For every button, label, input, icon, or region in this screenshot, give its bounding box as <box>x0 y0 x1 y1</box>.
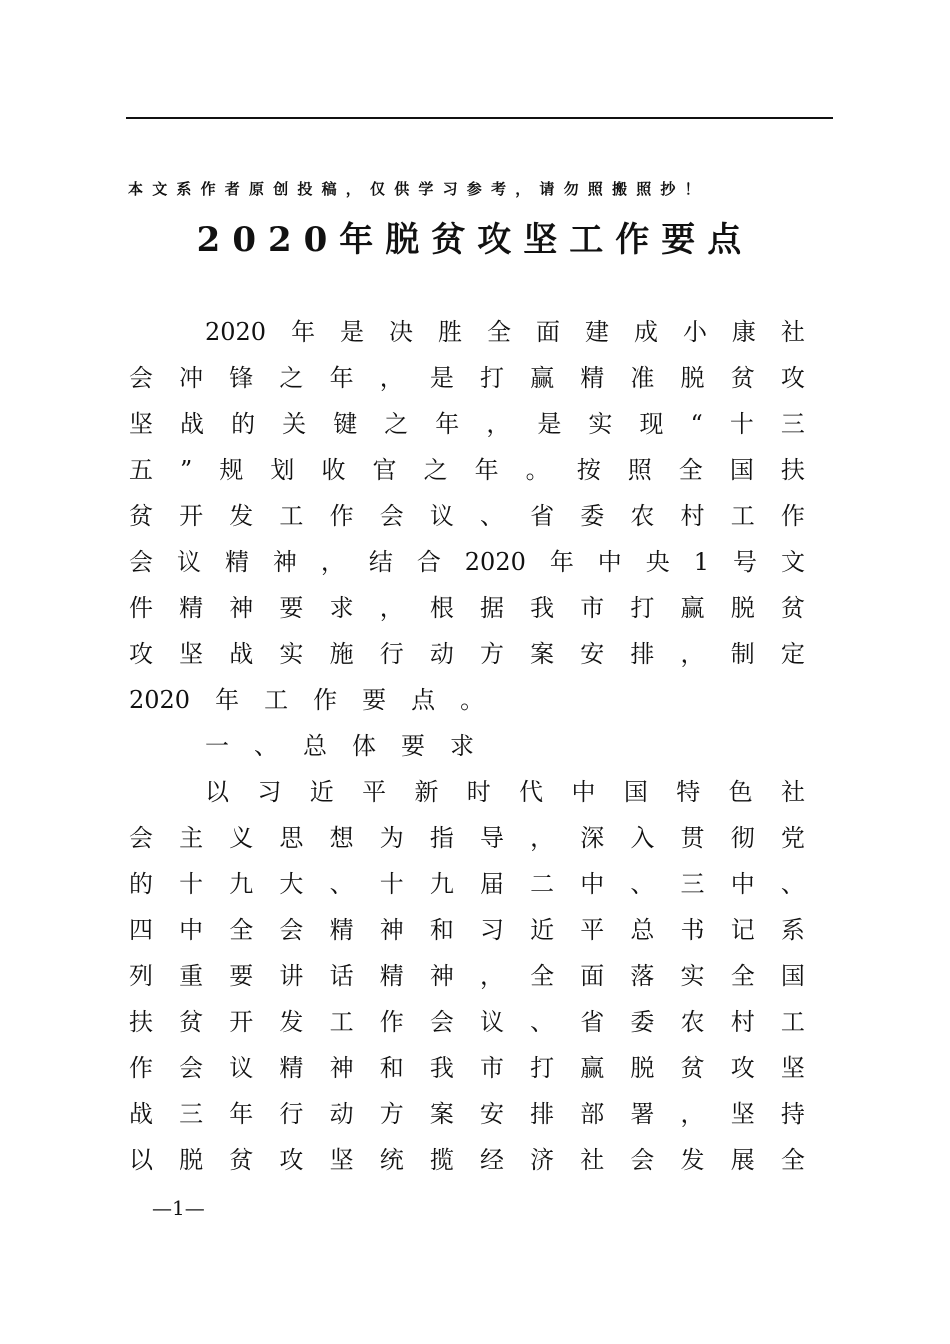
text-token: 思 <box>279 824 304 852</box>
paragraph-line <box>205 769 805 815</box>
text-token: ， <box>486 410 511 438</box>
text-token: 年 <box>215 686 240 714</box>
text-token: 。 <box>525 456 550 484</box>
text-token: 脱 <box>179 1146 204 1174</box>
text-token: 农 <box>630 502 655 530</box>
paragraph-line <box>129 1091 805 1137</box>
text-token: 九 <box>229 870 254 898</box>
paragraph-line <box>129 861 805 907</box>
text-token: 是 <box>340 318 365 346</box>
text-token: 议 <box>479 1008 504 1036</box>
paragraph-line <box>129 585 805 631</box>
text-token: 近 <box>530 916 555 944</box>
text-token: 部 <box>580 1100 605 1128</box>
text-token: 键 <box>333 410 358 438</box>
text-token: 三 <box>179 1100 204 1128</box>
text-token: 贫 <box>680 1054 705 1082</box>
text-token: 列 <box>129 962 153 990</box>
paragraph-line <box>129 355 805 401</box>
text-token: 工 <box>730 502 755 530</box>
text-token: 三 <box>680 870 705 898</box>
text-token: 合 <box>416 548 441 576</box>
text-token: 神 <box>329 1054 354 1082</box>
text-token: 落 <box>630 962 655 990</box>
text-token: 面 <box>580 962 605 990</box>
text-token: 动 <box>429 640 454 668</box>
text-token: 求 <box>450 732 474 760</box>
text-token: 神 <box>229 594 254 622</box>
text-token: ， <box>320 548 345 576</box>
text-token: 战 <box>229 640 254 668</box>
text-token: 会 <box>129 364 153 392</box>
text-token: 指 <box>429 824 454 852</box>
text-token: 、 <box>530 1008 555 1036</box>
text-token: 精 <box>580 364 605 392</box>
text-token: 作 <box>129 1054 153 1082</box>
text-token: 二 <box>530 870 555 898</box>
text-token: 2020 <box>129 686 191 714</box>
text-token: 统 <box>379 1146 404 1174</box>
text-token: 2020 <box>464 548 526 576</box>
paragraph-line <box>129 1137 805 1183</box>
text-token: 十 <box>179 870 204 898</box>
text-token: 我 <box>429 1054 454 1082</box>
text-token: 规 <box>219 456 244 484</box>
text-token: 社 <box>780 318 805 346</box>
text-token: 国 <box>623 778 648 806</box>
text-token: 年 <box>229 1100 254 1128</box>
text-token: 为 <box>379 824 404 852</box>
text-token: 要 <box>362 686 387 714</box>
text-token: 大 <box>279 870 304 898</box>
text-token: 年 <box>474 456 499 484</box>
text-token: 五 <box>129 456 153 484</box>
paragraph-line <box>129 677 805 723</box>
paragraph-line <box>129 999 805 1045</box>
text-token: 议 <box>176 548 201 576</box>
text-token: 村 <box>680 502 705 530</box>
text-token: 深 <box>580 824 605 852</box>
text-token: 一 <box>205 732 229 760</box>
text-token: 之 <box>423 456 448 484</box>
text-token: 委 <box>630 1008 655 1036</box>
text-token: 的 <box>231 410 256 438</box>
text-token: 十 <box>379 870 404 898</box>
text-token: 中 <box>597 548 622 576</box>
text-token: 和 <box>379 1054 404 1082</box>
text-token: 准 <box>630 364 655 392</box>
text-token: 之 <box>279 364 304 392</box>
text-token: 动 <box>329 1100 354 1128</box>
text-token: 案 <box>429 1100 454 1128</box>
text-token: 特 <box>676 778 701 806</box>
text-token: 方 <box>379 1100 404 1128</box>
text-token: 国 <box>780 962 805 990</box>
text-token: 社 <box>580 1146 605 1174</box>
text-token: 平 <box>580 916 605 944</box>
text-token: 康 <box>731 318 756 346</box>
text-token: 议 <box>429 502 454 530</box>
text-token: 工 <box>279 502 304 530</box>
text-token: 以 <box>205 778 229 806</box>
text-token: 全 <box>229 916 254 944</box>
text-token: 主 <box>179 824 204 852</box>
text-token: 十 <box>729 410 754 438</box>
paragraph-line <box>205 309 805 355</box>
text-token: 精 <box>379 962 404 990</box>
page-number: —1— <box>152 1196 205 1220</box>
paragraph-line <box>129 815 805 861</box>
text-token: 、 <box>329 870 354 898</box>
text-token: 精 <box>279 1054 304 1082</box>
text-token: 中 <box>179 916 204 944</box>
text-token: 的 <box>129 870 153 898</box>
text-token: 书 <box>680 916 705 944</box>
text-token: 战 <box>180 410 205 438</box>
text-token: 习 <box>479 916 504 944</box>
text-token: 神 <box>272 548 297 576</box>
text-token: 现 <box>639 410 664 438</box>
text-token: 扶 <box>780 456 805 484</box>
paragraph-line <box>129 447 805 493</box>
text-token: ， <box>530 824 555 852</box>
text-token: 文 <box>780 548 805 576</box>
text-token: 官 <box>372 456 397 484</box>
text-token: 开 <box>229 1008 254 1036</box>
text-token: 是 <box>429 364 454 392</box>
text-token: 会 <box>379 502 404 530</box>
text-token: 四 <box>129 916 153 944</box>
text-token: 精 <box>179 594 204 622</box>
text-token: 划 <box>270 456 295 484</box>
text-token: 求 <box>329 594 354 622</box>
text-token: 三 <box>780 410 805 438</box>
text-token: 关 <box>282 410 307 438</box>
text-token: 全 <box>780 1146 805 1174</box>
text-token: 攻 <box>780 364 805 392</box>
text-token: 赢 <box>680 594 705 622</box>
text-token: 会 <box>279 916 304 944</box>
text-token: 全 <box>487 318 511 346</box>
text-token: 决 <box>389 318 414 346</box>
text-token: ， <box>680 1100 705 1128</box>
text-token: ， <box>680 640 705 668</box>
text-token: 脱 <box>680 364 705 392</box>
text-token: 赢 <box>580 1054 605 1082</box>
text-token: 之 <box>384 410 409 438</box>
text-token: 打 <box>530 1054 555 1082</box>
text-token: 作 <box>313 686 338 714</box>
text-token: 攻 <box>129 640 153 668</box>
section-heading <box>205 723 805 769</box>
text-token: 义 <box>229 824 254 852</box>
text-token: 脱 <box>630 1054 655 1082</box>
text-token: 市 <box>580 594 605 622</box>
text-token: 代 <box>519 778 544 806</box>
paragraph-line <box>129 1045 805 1091</box>
text-token: 想 <box>329 824 354 852</box>
text-token: 总 <box>630 916 655 944</box>
text-token: 精 <box>224 548 249 576</box>
paragraph-line <box>129 907 805 953</box>
text-token: 结 <box>368 548 393 576</box>
text-token: 会 <box>129 548 153 576</box>
text-token: 、 <box>630 870 655 898</box>
text-token: 要 <box>229 962 254 990</box>
text-token: 中 <box>571 778 596 806</box>
paragraph-line <box>129 631 805 677</box>
copyright-notice: 本文系作者原创投稿，仅供学习参考，请勿照搬照抄！ <box>128 180 709 198</box>
text-token: 重 <box>179 962 204 990</box>
text-token: 锋 <box>229 364 254 392</box>
text-token: 习 <box>257 778 282 806</box>
text-token: 持 <box>780 1100 805 1128</box>
text-token: 坚 <box>129 410 153 438</box>
text-token: 作 <box>780 502 805 530</box>
text-token: 定 <box>780 640 805 668</box>
text-token: 、 <box>479 502 504 530</box>
text-token: 总 <box>303 732 327 760</box>
text-token: ， <box>479 962 504 990</box>
text-token: 贫 <box>129 502 153 530</box>
text-token: 建 <box>584 318 609 346</box>
text-token: 贯 <box>680 824 705 852</box>
text-token: 、 <box>780 870 805 898</box>
text-token: 件 <box>129 594 153 622</box>
text-token: 攻 <box>279 1146 304 1174</box>
text-token: 社 <box>780 778 805 806</box>
text-token: 坚 <box>329 1146 354 1174</box>
text-token: 作 <box>329 502 354 530</box>
text-token: 省 <box>580 1008 605 1036</box>
text-token: 打 <box>479 364 504 392</box>
text-token: 精 <box>329 916 354 944</box>
text-token: 脱 <box>730 594 755 622</box>
text-token: 冲 <box>179 364 204 392</box>
text-token: 全 <box>530 962 555 990</box>
text-token: 号 <box>732 548 757 576</box>
text-token: 是 <box>537 410 562 438</box>
text-token: 神 <box>379 916 404 944</box>
text-token: 坚 <box>179 640 204 668</box>
text-token: 年 <box>329 364 354 392</box>
text-token: 点 <box>411 686 436 714</box>
paragraph-line <box>129 493 805 539</box>
text-token: 排 <box>530 1100 555 1128</box>
text-token: 行 <box>279 1100 304 1128</box>
text-token: 入 <box>630 824 655 852</box>
text-token: “ <box>690 410 703 438</box>
text-token: 农 <box>680 1008 705 1036</box>
text-token: 展 <box>730 1146 755 1174</box>
text-token: 记 <box>730 916 755 944</box>
text-token: 赢 <box>530 364 555 392</box>
text-token: ， <box>379 594 404 622</box>
text-token: 按 <box>576 456 601 484</box>
text-token: 收 <box>321 456 346 484</box>
text-token: 工 <box>329 1008 354 1036</box>
text-token: 会 <box>630 1146 655 1174</box>
text-token: ” <box>180 456 193 484</box>
text-token: 中 <box>730 870 755 898</box>
text-token: 安 <box>580 640 605 668</box>
text-token: 委 <box>580 502 605 530</box>
text-token: 中 <box>580 870 605 898</box>
text-token: 署 <box>630 1100 655 1128</box>
text-token: 、 <box>254 732 278 760</box>
text-token: 要 <box>401 732 425 760</box>
text-token: 扶 <box>129 1008 153 1036</box>
text-token: 揽 <box>429 1146 454 1174</box>
text-token: 年 <box>291 318 316 346</box>
text-token: 时 <box>466 778 491 806</box>
text-token: 话 <box>329 962 354 990</box>
text-token: 实 <box>279 640 304 668</box>
text-token: 案 <box>530 640 555 668</box>
text-token: 国 <box>729 456 754 484</box>
text-token: 实 <box>588 410 613 438</box>
text-token: 届 <box>479 870 504 898</box>
text-token: 贫 <box>229 1146 254 1174</box>
text-token: 1 <box>693 548 710 576</box>
text-token: 。 <box>460 686 485 714</box>
text-token: 系 <box>780 916 805 944</box>
text-token: 贫 <box>179 1008 204 1036</box>
paragraph-line <box>129 953 805 999</box>
text-token: 年 <box>549 548 574 576</box>
text-token: 要 <box>279 594 304 622</box>
text-token: 成 <box>633 318 658 346</box>
text-token: 神 <box>429 962 454 990</box>
text-token: 施 <box>329 640 354 668</box>
text-token: 省 <box>530 502 555 530</box>
text-token: 年 <box>435 410 460 438</box>
text-token: 坚 <box>730 1100 755 1128</box>
text-token: 济 <box>530 1146 555 1174</box>
text-token: 战 <box>129 1100 153 1128</box>
text-token: ， <box>379 364 404 392</box>
text-token: 色 <box>728 778 753 806</box>
text-token: 小 <box>682 318 707 346</box>
text-token: 贫 <box>730 364 755 392</box>
text-token: 新 <box>414 778 439 806</box>
text-token: 会 <box>179 1054 204 1082</box>
text-token: 经 <box>479 1146 504 1174</box>
text-token: 会 <box>129 824 153 852</box>
text-token: 体 <box>352 732 376 760</box>
text-token: 议 <box>229 1054 254 1082</box>
paragraph-line <box>129 539 805 585</box>
text-token: 开 <box>179 502 204 530</box>
text-token: 据 <box>479 594 504 622</box>
text-token: 工 <box>264 686 289 714</box>
text-token: 央 <box>645 548 670 576</box>
text-token: 全 <box>730 962 755 990</box>
text-token: 行 <box>379 640 404 668</box>
text-token: 村 <box>730 1008 755 1036</box>
text-token: 九 <box>429 870 454 898</box>
text-token: 以 <box>129 1146 153 1174</box>
text-token: 打 <box>630 594 655 622</box>
text-token: 彻 <box>730 824 755 852</box>
text-token: 和 <box>429 916 454 944</box>
text-token: 近 <box>309 778 334 806</box>
text-token: 制 <box>730 640 755 668</box>
text-token: 坚 <box>780 1054 805 1082</box>
text-token: 发 <box>229 502 254 530</box>
text-token: 攻 <box>730 1054 755 1082</box>
text-token: 市 <box>479 1054 504 1082</box>
text-token: 2020 <box>205 318 267 346</box>
text-token: 党 <box>780 824 805 852</box>
text-token: 会 <box>429 1008 454 1036</box>
text-token: 排 <box>630 640 655 668</box>
text-token: 导 <box>479 824 504 852</box>
text-token: 照 <box>627 456 652 484</box>
paragraph-line <box>129 401 805 447</box>
text-token: 实 <box>680 962 705 990</box>
text-token: 胜 <box>438 318 463 346</box>
text-token: 工 <box>780 1008 805 1036</box>
text-token: 根 <box>429 594 454 622</box>
text-token: 安 <box>479 1100 504 1128</box>
text-token: 方 <box>479 640 504 668</box>
document-title: 2020年脱贫攻坚工作要点 <box>196 220 754 260</box>
text-token: 发 <box>680 1146 705 1174</box>
text-token: 面 <box>535 318 560 346</box>
text-token: 发 <box>279 1008 304 1036</box>
text-token: 贫 <box>780 594 805 622</box>
text-token: 我 <box>530 594 555 622</box>
text-token: 作 <box>379 1008 404 1036</box>
text-token: 讲 <box>279 962 304 990</box>
header-rule <box>126 117 833 119</box>
text-token: 平 <box>362 778 387 806</box>
text-token: 全 <box>678 456 703 484</box>
